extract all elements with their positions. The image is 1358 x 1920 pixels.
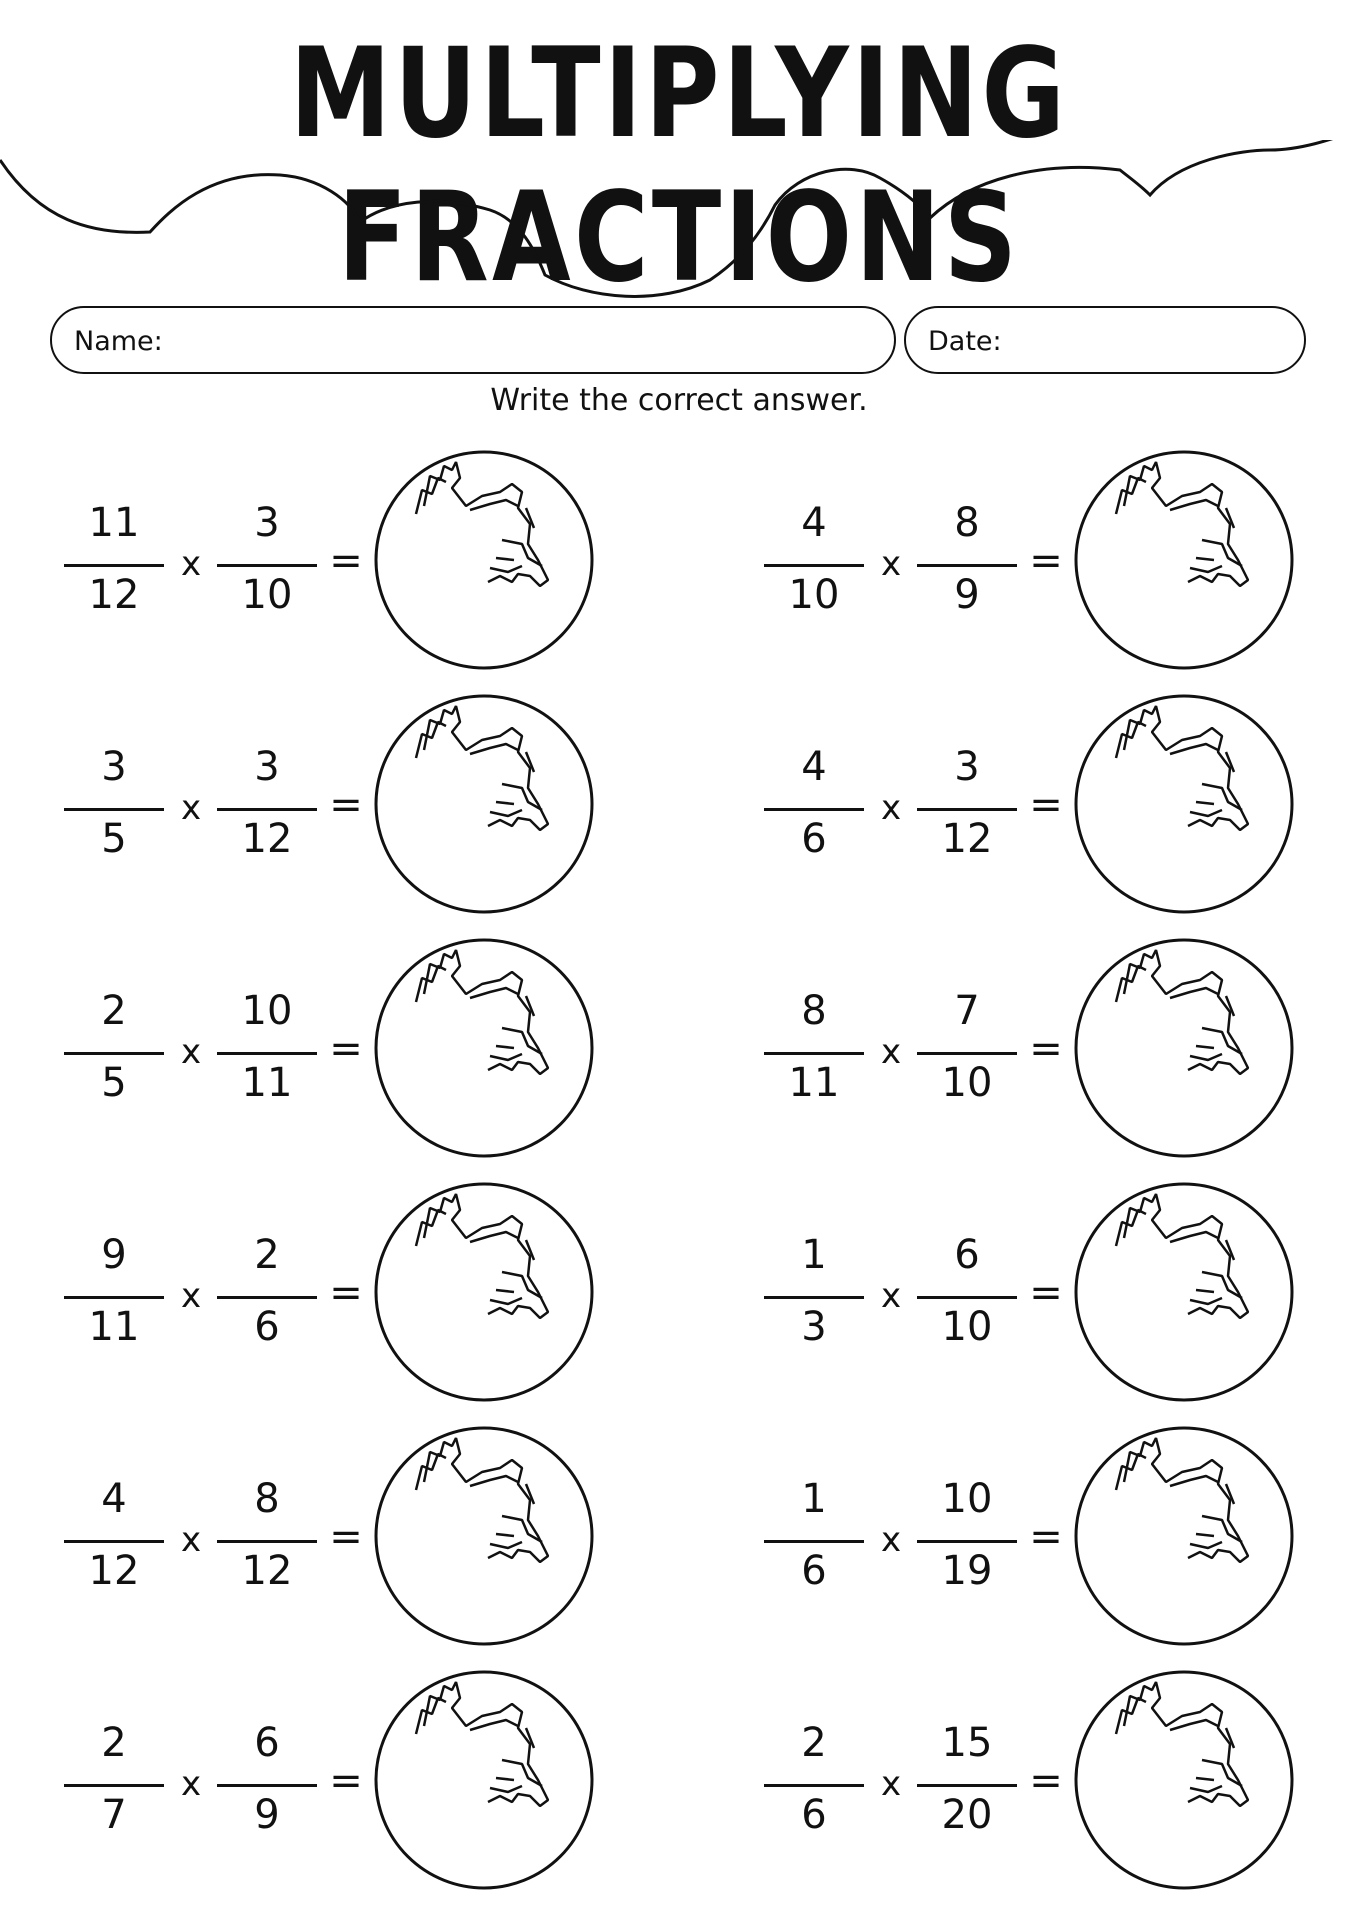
- fraction-bar: [217, 1540, 317, 1543]
- equals-sign: =: [329, 782, 363, 828]
- answer-circle-planet[interactable]: [1072, 1668, 1296, 1892]
- equals-sign: =: [329, 1758, 363, 1804]
- second-denominator: 12: [241, 816, 293, 862]
- second-denominator: 6: [254, 1304, 280, 1350]
- problem-item: [752, 1660, 1352, 1890]
- problem-item: [752, 928, 1352, 1158]
- second-denominator: 20: [941, 1792, 993, 1838]
- fraction-bar: [217, 1784, 317, 1787]
- times-sign: x: [880, 544, 902, 584]
- first-denominator: 5: [101, 1060, 127, 1106]
- second-numerator: 6: [254, 1720, 280, 1766]
- name-label: Name:: [74, 326, 163, 357]
- second-fraction: [917, 744, 1017, 874]
- times-sign: x: [880, 1032, 902, 1072]
- date-label: Date:: [928, 326, 1002, 357]
- answer-circle-planet[interactable]: [372, 448, 596, 672]
- problem-item: [752, 1416, 1352, 1646]
- first-denominator: 3: [801, 1304, 827, 1350]
- fraction-bar: [764, 1540, 864, 1543]
- first-numerator: 4: [101, 1476, 127, 1522]
- first-numerator: 3: [101, 744, 127, 790]
- fraction-bar: [217, 1296, 317, 1299]
- answer-circle-planet[interactable]: [372, 1668, 596, 1892]
- first-fraction: [64, 500, 164, 630]
- first-fraction: [764, 500, 864, 630]
- first-denominator: 6: [801, 1548, 827, 1594]
- name-field[interactable]: [50, 306, 896, 374]
- first-fraction: [764, 1476, 864, 1606]
- equals-sign: =: [1029, 1758, 1063, 1804]
- second-numerator: 3: [254, 500, 280, 546]
- second-numerator: 2: [254, 1232, 280, 1278]
- first-denominator: 11: [88, 1304, 140, 1350]
- answer-circle-planet[interactable]: [1072, 936, 1296, 1160]
- first-fraction: [64, 744, 164, 874]
- second-denominator: 10: [941, 1304, 993, 1350]
- fraction-bar: [917, 1296, 1017, 1299]
- second-fraction: [217, 988, 317, 1118]
- second-numerator: 8: [954, 500, 980, 546]
- problem-item: [52, 1172, 652, 1402]
- fraction-bar: [917, 1540, 1017, 1543]
- fraction-bar: [764, 808, 864, 811]
- answer-circle-planet[interactable]: [1072, 1424, 1296, 1648]
- problem-item: [52, 684, 652, 914]
- second-fraction: [217, 744, 317, 874]
- times-sign: x: [180, 544, 202, 584]
- times-sign: x: [880, 1764, 902, 1804]
- answer-circle-planet[interactable]: [372, 1180, 596, 1404]
- times-sign: x: [880, 788, 902, 828]
- problem-item: [52, 928, 652, 1158]
- cloud-border-decoration: [0, 140, 1358, 300]
- problem-item: [52, 1660, 652, 1890]
- second-fraction: [917, 988, 1017, 1118]
- first-denominator: 6: [801, 1792, 827, 1838]
- date-field[interactable]: [904, 306, 1306, 374]
- fraction-bar: [764, 1784, 864, 1787]
- times-sign: x: [880, 1520, 902, 1560]
- instruction-text: Write the correct answer.: [490, 383, 868, 418]
- equals-sign: =: [329, 1026, 363, 1072]
- fraction-bar: [917, 564, 1017, 567]
- first-fraction: [764, 1720, 864, 1850]
- page-title: MULTIPLYING FRACTIONS: [289, 22, 1069, 310]
- first-denominator: 12: [88, 572, 140, 618]
- first-numerator: 1: [801, 1232, 827, 1278]
- second-fraction: [217, 1232, 317, 1362]
- first-denominator: 7: [101, 1792, 127, 1838]
- second-fraction: [217, 1476, 317, 1606]
- equals-sign: =: [329, 538, 363, 584]
- fraction-bar: [64, 1784, 164, 1787]
- first-denominator: 6: [801, 816, 827, 862]
- equals-sign: =: [1029, 1514, 1063, 1560]
- fraction-bar: [917, 1784, 1017, 1787]
- second-fraction: [917, 1476, 1017, 1606]
- first-fraction: [64, 1232, 164, 1362]
- first-fraction: [764, 744, 864, 874]
- answer-circle-planet[interactable]: [372, 1424, 596, 1648]
- second-denominator: 9: [254, 1792, 280, 1838]
- second-numerator: 15: [941, 1720, 993, 1766]
- times-sign: x: [180, 1520, 202, 1560]
- fraction-bar: [217, 808, 317, 811]
- second-denominator: 12: [941, 816, 993, 862]
- first-numerator: 11: [88, 500, 140, 546]
- first-fraction: [764, 1232, 864, 1362]
- first-numerator: 2: [101, 1720, 127, 1766]
- second-numerator: 3: [254, 744, 280, 790]
- fraction-bar: [917, 1052, 1017, 1055]
- second-denominator: 12: [241, 1548, 293, 1594]
- equals-sign: =: [1029, 538, 1063, 584]
- fraction-bar: [64, 1052, 164, 1055]
- equals-sign: =: [1029, 1026, 1063, 1072]
- second-denominator: 9: [954, 572, 980, 618]
- second-numerator: 3: [954, 744, 980, 790]
- first-fraction: [64, 1476, 164, 1606]
- second-fraction: [917, 1720, 1017, 1850]
- equals-sign: =: [329, 1270, 363, 1316]
- times-sign: x: [180, 1276, 202, 1316]
- times-sign: x: [880, 1276, 902, 1316]
- fraction-bar: [764, 1052, 864, 1055]
- fraction-bar: [217, 564, 317, 567]
- second-denominator: 11: [241, 1060, 293, 1106]
- problem-item: [752, 684, 1352, 914]
- second-numerator: 10: [941, 1476, 993, 1522]
- problem-item: [52, 440, 652, 670]
- problem-item: [752, 440, 1352, 670]
- fraction-bar: [64, 1296, 164, 1299]
- fraction-bar: [217, 1052, 317, 1055]
- fraction-bar: [764, 1296, 864, 1299]
- first-denominator: 11: [788, 1060, 840, 1106]
- answer-circle-planet[interactable]: [372, 692, 596, 916]
- second-denominator: 10: [941, 1060, 993, 1106]
- second-numerator: 7: [954, 988, 980, 1034]
- second-fraction: [917, 500, 1017, 630]
- fraction-bar: [64, 564, 164, 567]
- answer-circle-planet[interactable]: [372, 936, 596, 1160]
- first-numerator: 2: [801, 1720, 827, 1766]
- second-fraction: [917, 1232, 1017, 1362]
- problem-item: [52, 1416, 652, 1646]
- fraction-bar: [764, 564, 864, 567]
- first-denominator: 12: [88, 1548, 140, 1594]
- first-fraction: [64, 1720, 164, 1850]
- second-numerator: 6: [954, 1232, 980, 1278]
- second-denominator: 10: [241, 572, 293, 618]
- second-denominator: 19: [941, 1548, 993, 1594]
- times-sign: x: [180, 1032, 202, 1072]
- equals-sign: =: [1029, 782, 1063, 828]
- answer-circle-planet[interactable]: [1072, 448, 1296, 672]
- problem-item: [752, 1172, 1352, 1402]
- first-fraction: [764, 988, 864, 1118]
- first-numerator: 4: [801, 744, 827, 790]
- second-numerator: 10: [241, 988, 293, 1034]
- equals-sign: =: [1029, 1270, 1063, 1316]
- times-sign: x: [180, 788, 202, 828]
- first-numerator: 2: [101, 988, 127, 1034]
- fraction-bar: [917, 808, 1017, 811]
- fraction-bar: [64, 808, 164, 811]
- equals-sign: =: [329, 1514, 363, 1560]
- first-numerator: 9: [101, 1232, 127, 1278]
- first-denominator: 10: [788, 572, 840, 618]
- second-numerator: 8: [254, 1476, 280, 1522]
- first-fraction: [64, 988, 164, 1118]
- answer-circle-planet[interactable]: [1072, 1180, 1296, 1404]
- answer-circle-planet[interactable]: [1072, 692, 1296, 916]
- second-fraction: [217, 1720, 317, 1850]
- times-sign: x: [180, 1764, 202, 1804]
- second-fraction: [217, 500, 317, 630]
- first-numerator: 8: [801, 988, 827, 1034]
- first-numerator: 1: [801, 1476, 827, 1522]
- first-denominator: 5: [101, 816, 127, 862]
- fraction-bar: [64, 1540, 164, 1543]
- first-numerator: 4: [801, 500, 827, 546]
